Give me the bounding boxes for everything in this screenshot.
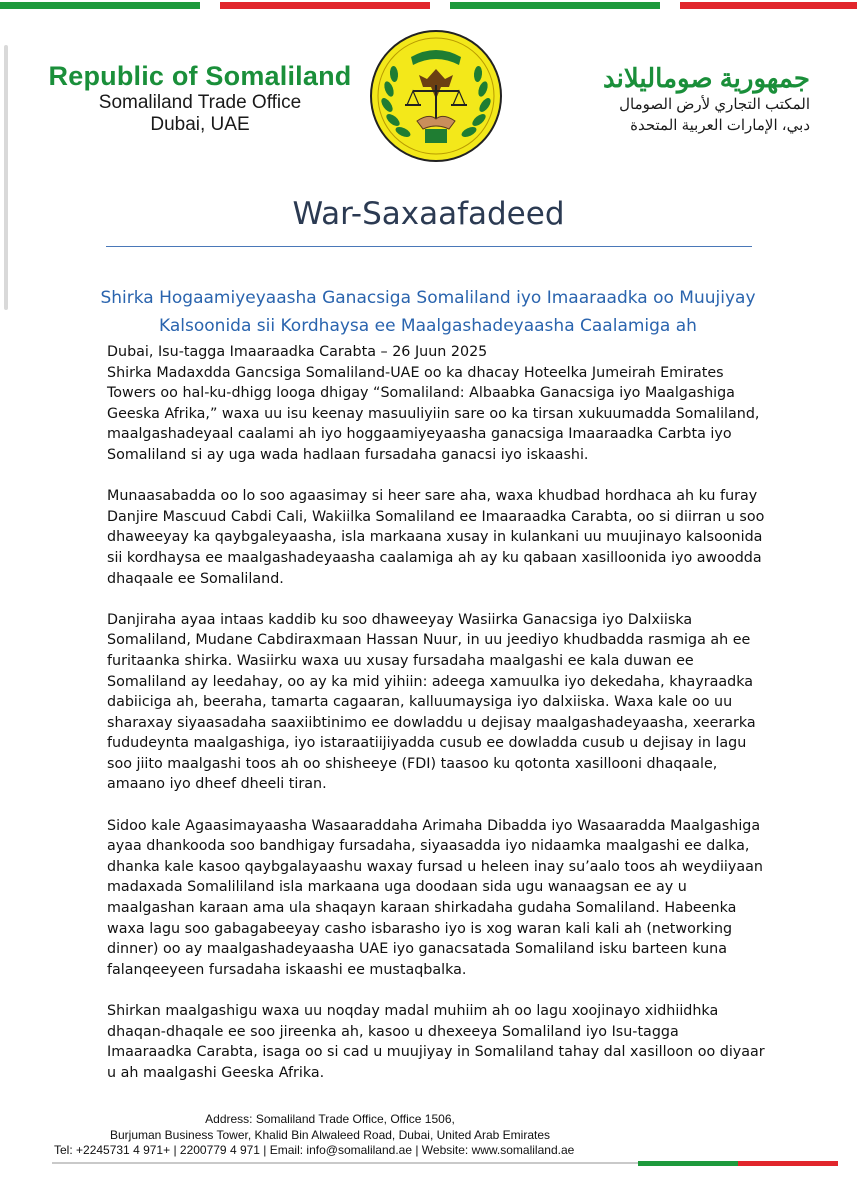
office-city: Dubai, UAE: [150, 114, 250, 135]
office-name-arabic: المكتب التجاري لأرض الصومال: [619, 96, 810, 113]
body-paragraph: Sidoo kale Agaasimayaasha Wasaaraddaha Arimaha Dibadda iyo Wasaaradda Maalgashiga ayaa dhankooda soo bandhigay fursadaha, siyaasadda iyo nidaamka maalgashi ee dalka, dhanka kale kasoo qaybgalayaashu waxay fursad u heleen inay su’aalo toos ah weydiiyaan madaxada Somalililand isla markaana uga doodaan sida ugu wanaagsan ee ay u maalgashan karaan ama ula shaqayn karaan shirkadaha gudaha Somaliland. Habeenka waxa lagu soo gabagabeeyay casho isbarasho iyo is xog waran kali kali ah (networking dinner) oo ay maalgashadeyaasha UAE iyo ganacsatada Somaliland isku barteen kuna falanqeeyeen fursadaha iskaashi ee mustaqbalka.: [107, 817, 763, 978]
dateline: Dubai, Isu-tagga Imaaraadka Carabta – 26 Juun 2025: [107, 344, 488, 360]
press-release-body: [107, 342, 767, 1104]
footer-contact: Tel: +2245731 4 971+ | 2200779 4 971 | Email: info@somaliland.ae | Website: www.somaliland.ae: [54, 1143, 575, 1157]
body-paragraph: Danjiraha ayaa intaas kaddib ku soo dhaweeyay Wasiirka Ganacsiga iyo Dalxiiska Somaliland, Mudane Cabdiraxmaan Hassan Nuur, in uu jeediyo khudbadda rasmiga ah ee furitaanka shirka. Wasiirku waxa uu xusay fursadaha maalgashi ee kala duwan ee Somaliland ay leedahay, oo ay ka mid yihiin: adeega xamuulka iyo dekedaha, khayraadka dabiiciga ah, beeraha, tamarta cagaaran, kalluumaysiga iyo dalxiiska. Waxa kale oo uu sharaxay siyaasadaha saaxiibtinimo ee dowladdu u dejisay maalgashadeyaasha, xeerarka fududeynta maalgashiga, iyo istaraatiijiyadda cusub ee dowladda cusub u dejisay in lagu soo jiito maalgashi toos ah oo shisheeye (FDI) taasoo ku qotonta xasillooni dhaqaale, amaano iyo dheef dheeli tiran.: [107, 611, 756, 793]
body-paragraph: Shirka Madaxdda Gancsiga Somaliland-UAE oo ka dhacay Hoteelka Jumeirah Emirates Towers oo hal-ku-dhigg looga dhigay “Somaliland: Albaabka Ganacsiga iyo Maalgashiga Geeska Afrika,” waxa uu isu keenay masuuliyiin sare oo ka tirsan xukuumadda Somaliland, maalgashadeyaal caalami ah iyo hoggaamiyeyaasha ganacsiga Imaaraadka Carbta iyo Somaliland si ay uga wada hadlaan fursadaha ganacsi iyo iskaashi.: [107, 364, 760, 463]
title-divider: [106, 246, 752, 247]
header-english: [40, 60, 360, 136]
footer-address: [50, 1112, 610, 1143]
footer-bar-red: [738, 1161, 838, 1166]
office-name: Somaliland Trade Office: [98, 92, 302, 113]
page-edge-mark: [4, 45, 8, 310]
republic-title: Republic of Somaliland: [48, 61, 352, 91]
header-arabic: [520, 62, 810, 136]
headline-line: Kalsoonida sii Kordhaysa ee Maalgashadeyaasha Caalamiga ah: [159, 316, 697, 336]
somaliland-coat-of-arms-icon: [369, 29, 503, 163]
press-release-headline: [100, 284, 756, 340]
top-bar-green: [0, 2, 200, 9]
address-line: Address: Somaliland Trade Office, Office 1506,: [205, 1112, 455, 1126]
headline-line: Shirka Hogaamiyeyaasha Ganacsiga Somaliland iyo Imaaraadka oo Muujiyay: [100, 288, 756, 308]
footer-bar-green: [638, 1161, 738, 1166]
office-city-arabic: دبي، الإمارات العربية المتحدة: [630, 117, 810, 134]
document-title: War-Saxaafadeed: [292, 196, 565, 232]
top-bar-red: [680, 2, 857, 9]
top-bar-green: [450, 2, 660, 9]
address-line: Burjuman Business Tower, Khalid Bin Alwaleed Road, Dubai, United Arab Emirates: [109, 1127, 550, 1142]
top-bar-red: [220, 2, 430, 9]
body-paragraph: Shirkan maalgashigu waxa uu noqday madal muhiim ah oo lagu xoojinayo xidhiidhka dhaqan-dhaqale ee soo jireenka ah, kasoo u dhexeeya Somaliland iyo Isu-tagga Imaaraadka Carabta, isaga oo si cad u muujiyay in Somaliland tahay dal xasilloon oo diyaar u ah maalgashi Geeska Afrika.: [107, 1003, 765, 1081]
republic-title-arabic: جمهورية صوماليلاند: [603, 63, 810, 93]
body-paragraph: Munaasabadda oo lo soo agaasimay si heer sare aha, waxa khudbad hordhaca ah ku furay Danjire Mascuud Cabdi Cali, Wakiilka Somaliland ee Imaaraadka Carabta, oo si diirran u soo dhaweeyay ka qaybgaleyaasha, isla markaana xusay in kulankani uu muujinayo kalsoonida sii kordhaysa ee maalgashadeyaasha caalamiga ah ay ku qabaan xasilloonida iyo awoodda dhaqaale ee Somaliland.: [107, 488, 765, 587]
footer-divider: [52, 1162, 638, 1164]
